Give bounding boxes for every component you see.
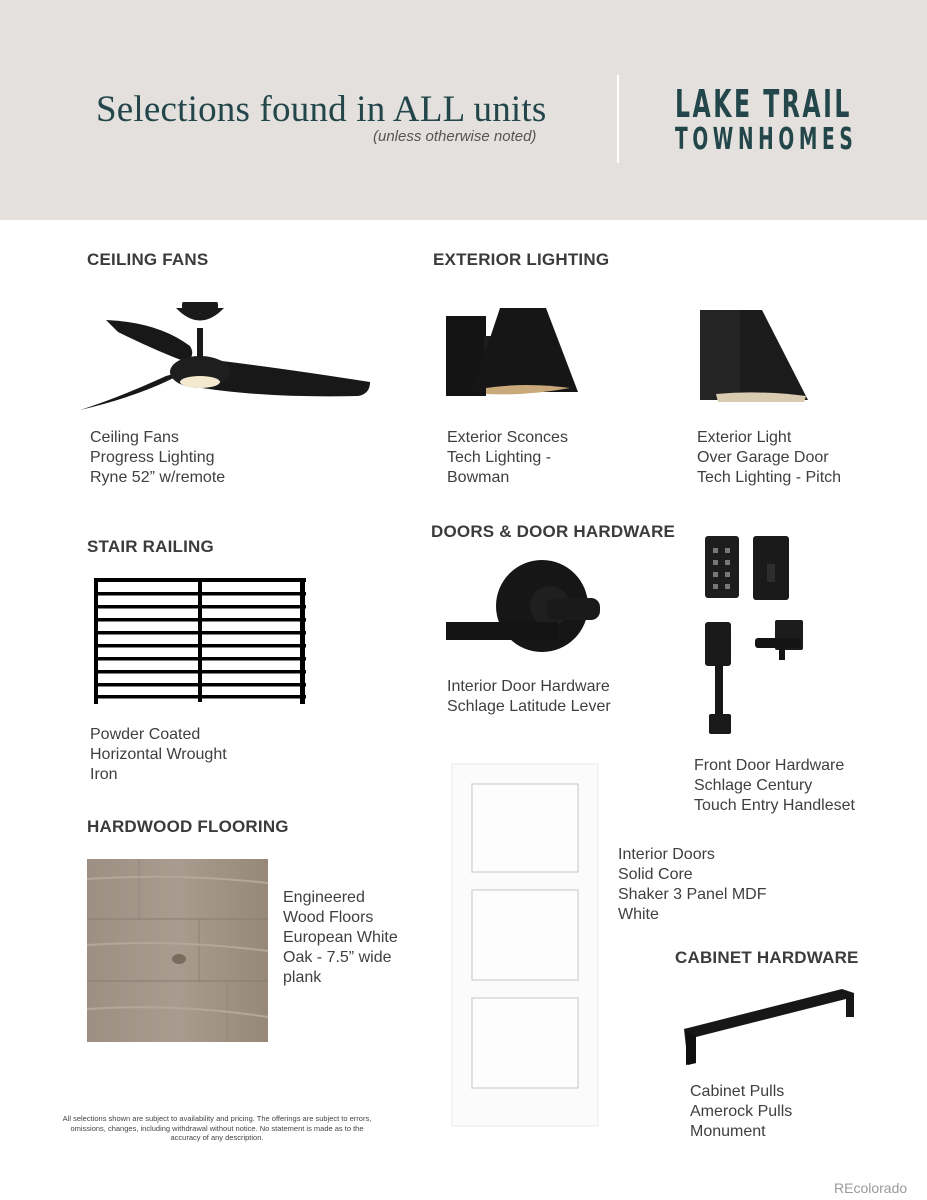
heading-hardwood-flooring: HARDWOOD FLOORING <box>87 817 289 836</box>
ceiling-fan-image <box>78 298 378 418</box>
handleset-image <box>705 620 805 736</box>
caption-line: Interior Door Hardware <box>447 678 610 695</box>
heading-ceiling-fans: CEILING FANS <box>87 250 209 269</box>
caption-line: Over Garage Door <box>697 449 829 466</box>
caption-line: Tech Lighting - <box>447 449 552 466</box>
caption-line: plank <box>283 969 322 986</box>
caption-line: Wood Floors <box>283 909 374 926</box>
caption-line: Oak - 7.5” wide <box>283 949 392 966</box>
caption-line: Engineered <box>283 889 365 906</box>
caption-line: Horizontal Wrought <box>90 746 227 763</box>
sconce-caption <box>447 428 568 488</box>
caption-line: Front Door Hardware <box>694 757 845 774</box>
page-title: Selections found in ALL units <box>96 89 547 130</box>
caption-line: Schlage Latitude Lever <box>447 698 611 715</box>
source-credit: REcolorado <box>834 1180 908 1196</box>
door-lever-image <box>446 560 604 660</box>
stair-railing-image <box>94 578 306 706</box>
logo-line-1: LAKE TRAIL <box>675 82 852 126</box>
caption-line: Solid Core <box>618 866 693 883</box>
front-hardware-caption <box>694 756 855 816</box>
hardwood-caption <box>283 888 398 988</box>
caption-line: Ryne 52” w/remote <box>90 469 226 486</box>
caption-line: Iron <box>90 766 118 783</box>
caption-line: European White <box>283 929 398 946</box>
cabinet-pull-image <box>684 985 856 1069</box>
interior-hardware-caption <box>447 677 611 717</box>
hardwood-sample-image <box>87 859 268 1042</box>
garage-light-caption <box>697 428 841 488</box>
caption-line: Bowman <box>447 469 510 486</box>
caption-line: Interior Doors <box>618 846 715 863</box>
heading-doors: DOORS & DOOR HARDWARE <box>431 522 676 541</box>
caption-line: Ceiling Fans <box>90 429 179 446</box>
heading-stair-railing: STAIR RAILING <box>87 537 214 556</box>
caption-line: Monument <box>690 1123 766 1140</box>
caption-line: Shaker 3 Panel MDF <box>618 886 767 903</box>
caption-line: Tech Lighting - Pitch <box>697 469 842 486</box>
interior-doors-caption <box>618 845 767 925</box>
ceiling-fan-caption <box>90 428 225 488</box>
caption-line: White <box>618 906 659 923</box>
logo-line-2: TOWNHOMES <box>675 122 858 157</box>
keypad-deadbolt-image <box>705 536 797 602</box>
cabinet-caption <box>690 1082 792 1142</box>
interior-door-image <box>452 764 598 1126</box>
stair-railing-caption <box>90 725 227 785</box>
caption-line: Powder Coated <box>90 726 201 743</box>
caption-line: Cabinet Pulls <box>690 1083 785 1100</box>
caption-line: Progress Lighting <box>90 449 215 466</box>
caption-line: Touch Entry Handleset <box>694 797 855 814</box>
caption-line: Amerock Pulls <box>690 1103 793 1120</box>
exterior-sconce-image <box>446 306 581 401</box>
caption-line: Exterior Sconces <box>447 429 568 446</box>
heading-cabinet-hardware: CABINET HARDWARE <box>675 948 859 967</box>
caption-line: Exterior Light <box>697 429 792 446</box>
disclaimer: All selections shown are subject to availability and pricing. The offerings are subject to errors, omissions, changes, including withdrawal without notice. No statement is made as to the accuracy of any description. <box>62 1114 372 1142</box>
page-subtitle: (unless otherwise noted) <box>373 128 537 145</box>
caption-line: Schlage Century <box>694 777 813 794</box>
heading-exterior-lighting: EXTERIOR LIGHTING <box>433 250 610 269</box>
header-divider <box>617 75 619 163</box>
garage-light-image <box>700 310 812 408</box>
